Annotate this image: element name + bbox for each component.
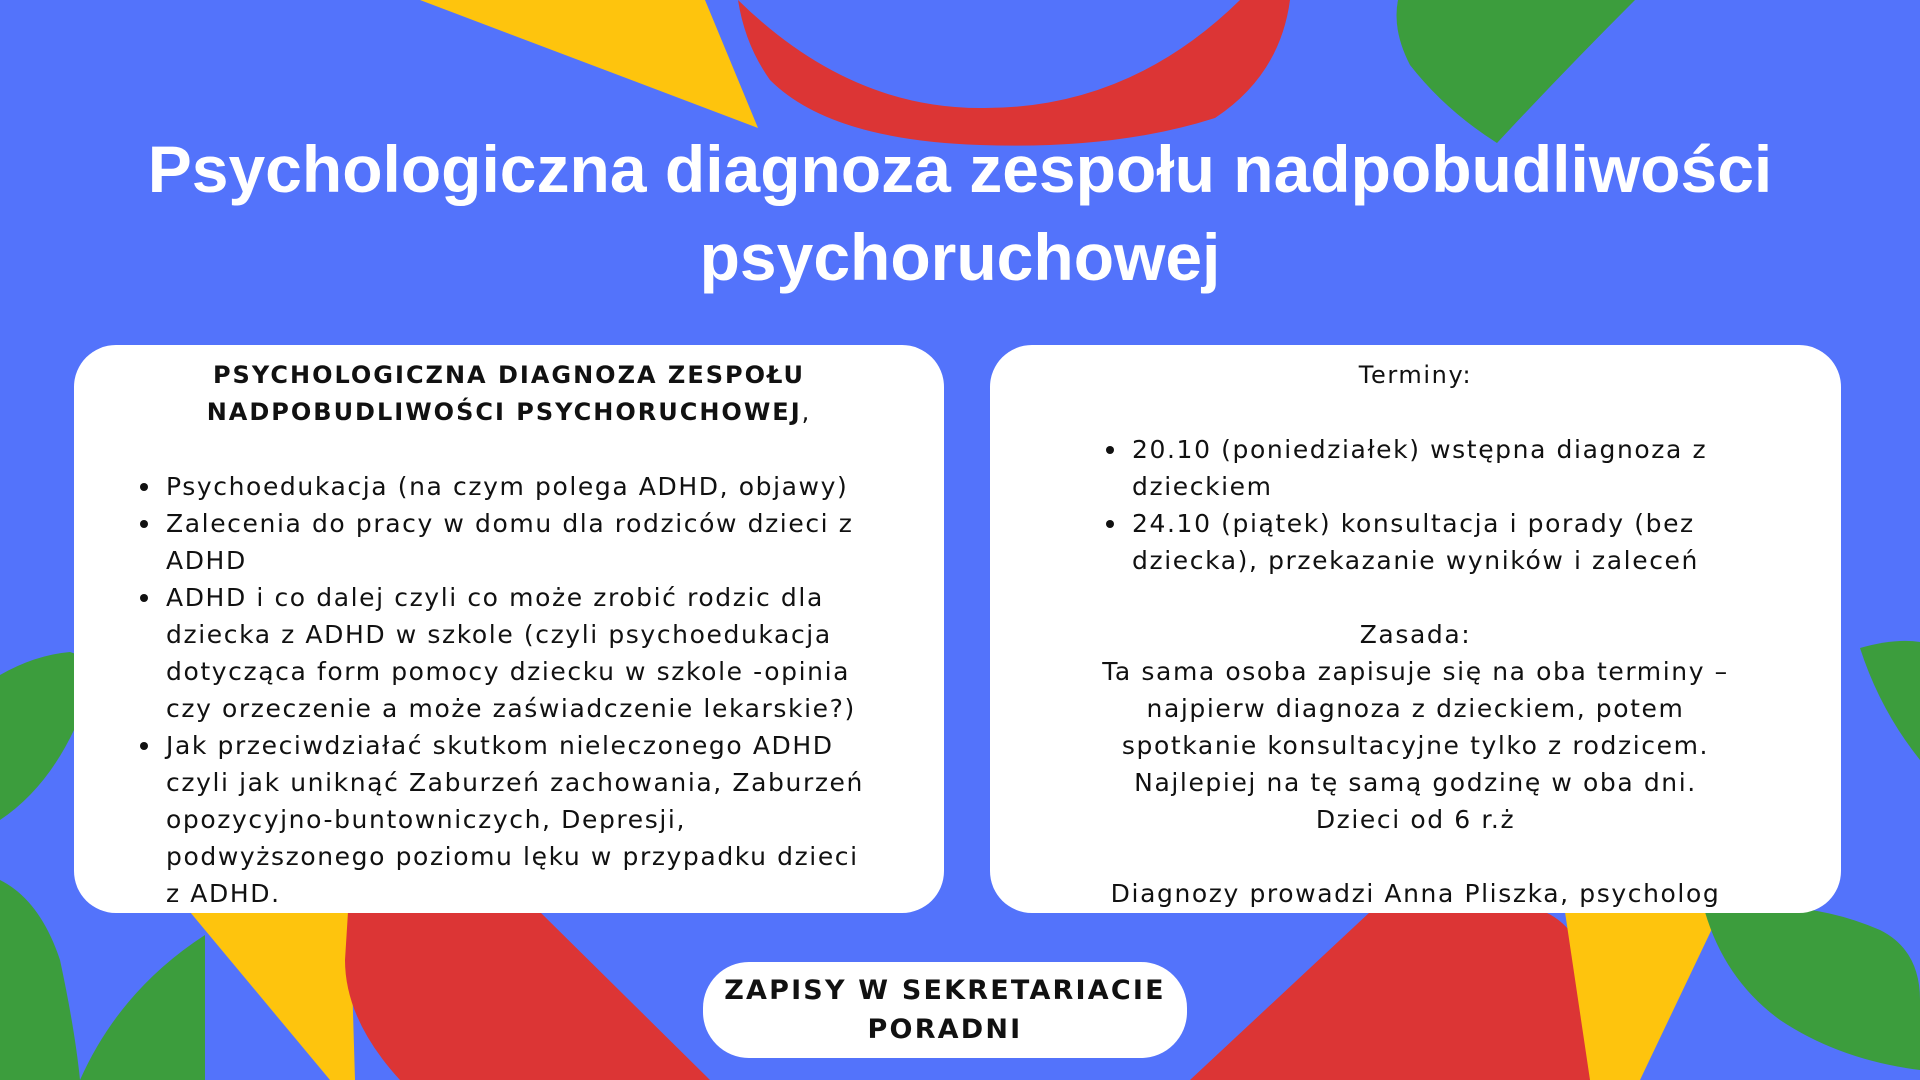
signup-button[interactable]: ZAPISY W SEKRETARIACIE PORADNI (703, 962, 1187, 1058)
spacer (1030, 394, 1801, 431)
list-item: 20.10 (poniedziałek) wstępna diagnoza z dzieckiem (1102, 431, 1731, 505)
program-heading (136, 357, 882, 431)
yellow-triangle-bottom-left (190, 912, 355, 1080)
list-item: ADHD i co dalej czyli co może zrobić rodzic dla dziecka z ADHD w szkole (czyli psychoedukacja dotycząca form pomocy dziecku w szkole -opinia czy orzeczenie a może zaświadczenie lekarskie?) (136, 579, 882, 727)
yellow-triangle-top (420, 0, 758, 128)
green-leaf-bottom-left (0, 880, 80, 1080)
spacer (136, 431, 882, 468)
list-item: 24.10 (piątek) konsultacja i porady (bez dziecka), przekazanie wyników i zaleceń (1102, 505, 1731, 579)
rule-line: spotkanie konsultacyjne tylko z rodzicem. (1121, 731, 1710, 760)
schedule-card (990, 345, 1841, 913)
terms-label: Terminy: (1358, 361, 1473, 389)
list-item: Zalecenia do pracy w domu dla rodziców dzieci z ADHD (136, 505, 882, 579)
rule-line: Najlepiej na tę samą godzinę w oba dni. (1134, 768, 1697, 797)
rule-label: Zasada: (1359, 620, 1472, 649)
red-capsule-bottom-right (1190, 912, 1590, 1080)
red-capsule-bottom-left (345, 912, 710, 1080)
rule-text (1030, 653, 1801, 838)
terms-list (1030, 431, 1801, 579)
program-card (74, 345, 944, 913)
program-heading-suffix: , (801, 398, 812, 426)
spacer (1030, 579, 1801, 616)
green-leaf-bottom-right (1705, 906, 1920, 1070)
green-leaf-right (1860, 641, 1920, 760)
green-leaf-bottom-left-2 (80, 935, 205, 1080)
program-list (136, 468, 882, 912)
green-leaf-top-right (1397, 0, 1636, 143)
list-item: Jak przeciwdziałać skutkom nieleczonego ADHD czyli jak uniknąć Zaburzeń zachowania, Zaburzeń opozycyjno-buntowniczych, Depresji, podwyższonego poziomu lęku w przypadku dzieci z ADHD. (136, 727, 882, 912)
page-title: Psychologiczna diagnoza zespołu nadpobudliwości psychoruchowej (147, 132, 1773, 294)
rule-line: najpierw diagnoza z dzieckiem, potem (1146, 694, 1685, 723)
rule-line: Ta sama osoba zapisuje się na oba terminy – (1102, 657, 1729, 686)
red-arc-top (738, 0, 1290, 146)
rule-line: Dzieci od 6 r.ż (1315, 805, 1516, 834)
program-heading-text: PSYCHOLOGICZNA DIAGNOZA ZESPOŁU NADPOBUDLIWOŚCI PSYCHORUCHOWEJ (206, 361, 806, 426)
spacer (1030, 838, 1801, 875)
yellow-triangle-bottom-right (1565, 912, 1720, 1080)
conductor-note: Diagnozy prowadzi Anna Pliszka, psycholog (1110, 879, 1721, 908)
list-item: Psychoedukacja (na czym polega ADHD, objawy) (136, 468, 882, 505)
